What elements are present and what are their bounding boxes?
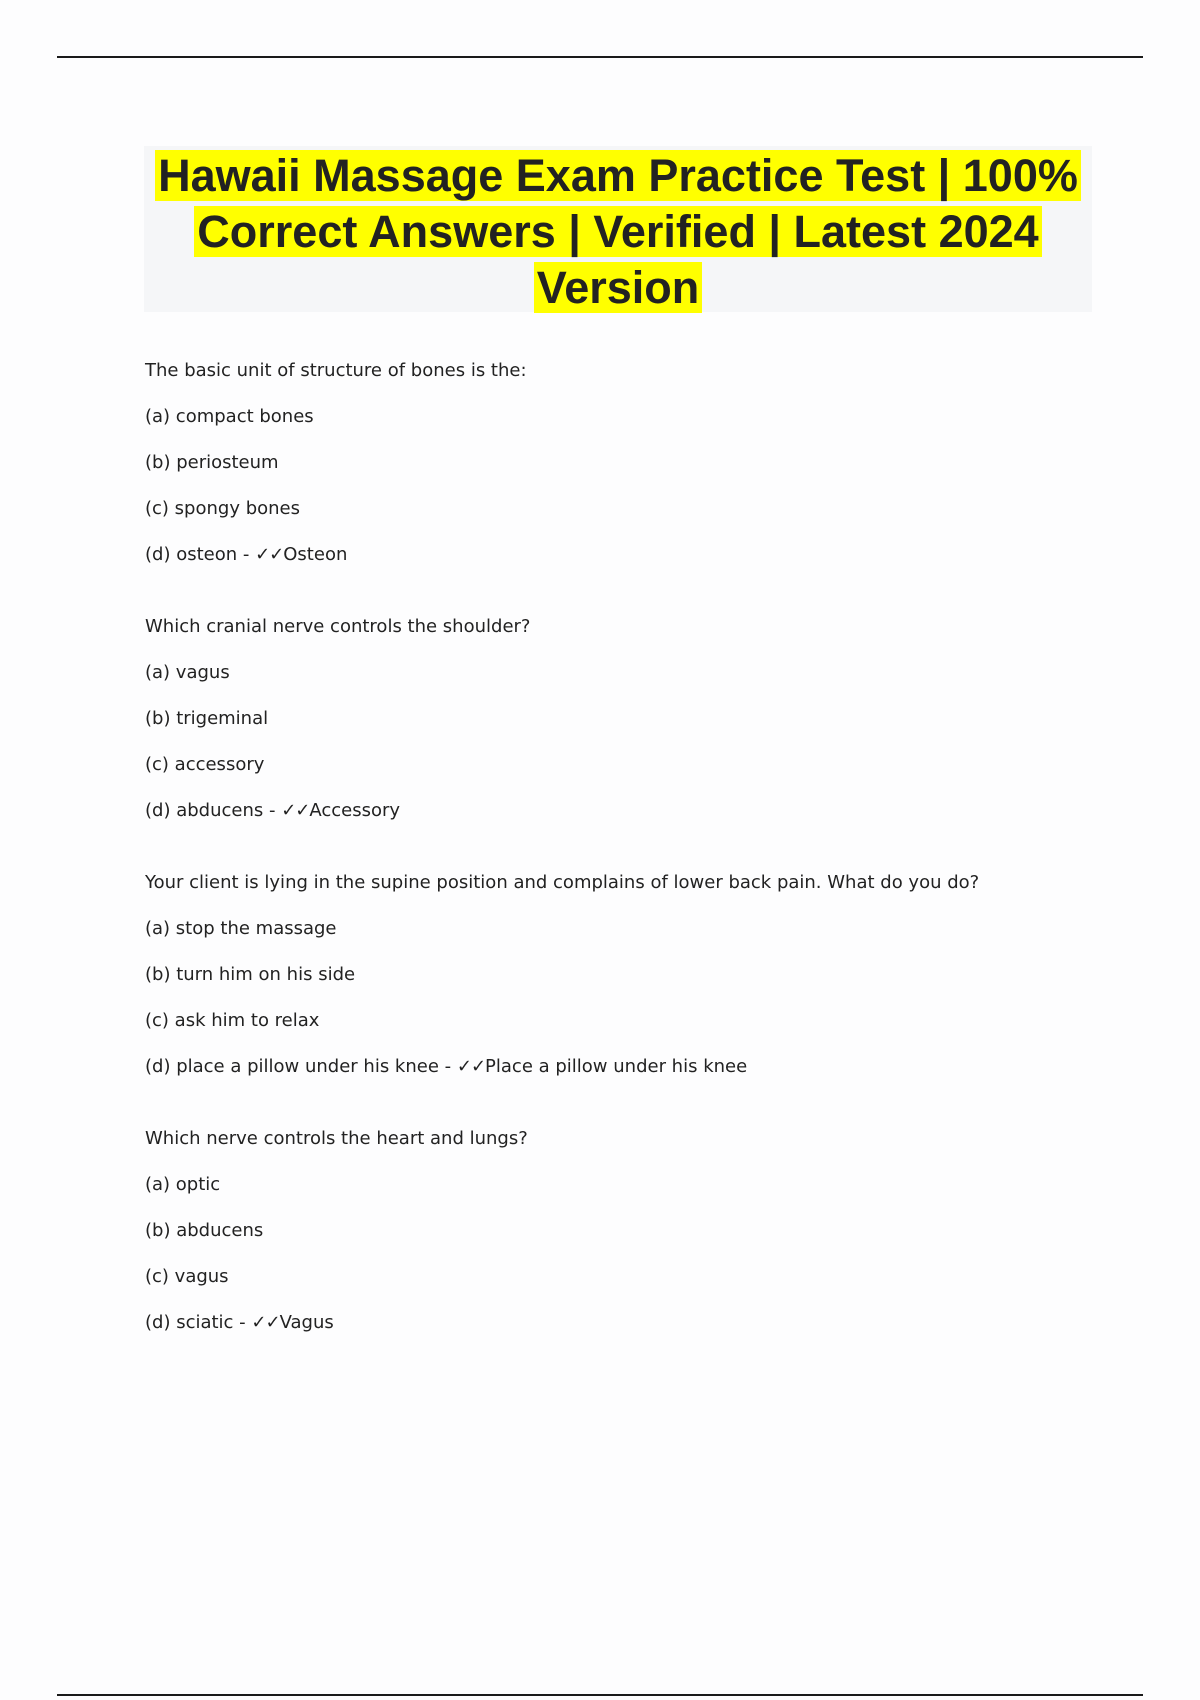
bottom-rule xyxy=(57,1694,1143,1696)
question-block xyxy=(145,613,1145,825)
answer-separator: - xyxy=(263,800,282,821)
option-d-with-answer xyxy=(145,1053,1145,1081)
option-d: (d) osteon xyxy=(145,544,238,565)
option-c: (c) spongy bones xyxy=(145,498,300,519)
option-d: (d) abducens xyxy=(145,800,264,821)
question-block xyxy=(145,357,1145,569)
question-text: Which nerve controls the heart and lungs? xyxy=(145,1128,528,1149)
question-text: Your client is lying in the supine position and complains of lower back pain. What do you do? xyxy=(145,872,980,893)
title-highlight: Hawaii Massage Exam Practice Test | 100% Correct Answers | Verified | Latest 2024 Version xyxy=(155,150,1081,313)
answer-separator: - xyxy=(233,1312,252,1333)
option-b: (b) periosteum xyxy=(145,452,279,473)
option-d-with-answer xyxy=(145,797,1145,825)
question-block xyxy=(145,869,1145,1081)
check-icon: ✓✓ xyxy=(281,800,310,821)
option-c: (c) vagus xyxy=(145,1266,229,1287)
correct-answer: Accessory xyxy=(309,800,401,821)
top-rule xyxy=(57,56,1143,58)
title-box xyxy=(144,146,1092,312)
option-c: (c) ask him to relax xyxy=(145,1010,320,1031)
check-icon: ✓✓ xyxy=(456,1056,486,1077)
option-d-with-answer xyxy=(145,1309,1145,1337)
correct-answer: Place a pillow under his knee xyxy=(485,1056,748,1077)
option-a: (a) optic xyxy=(145,1174,221,1195)
question-text: The basic unit of structure of bones is the: xyxy=(145,360,527,381)
option-b: (b) abducens xyxy=(145,1220,264,1241)
option-d-with-answer xyxy=(145,541,1145,569)
correct-answer: Vagus xyxy=(279,1312,334,1333)
option-c: (c) accessory xyxy=(145,754,265,775)
option-d: (d) place a pillow under his knee xyxy=(145,1056,439,1077)
correct-answer: Osteon xyxy=(283,544,348,565)
question-list xyxy=(145,357,1145,1381)
option-a: (a) stop the massage xyxy=(145,918,337,939)
option-a: (a) compact bones xyxy=(145,406,314,427)
check-icon: ✓✓ xyxy=(251,1312,280,1333)
question-block xyxy=(145,1125,1145,1337)
option-a: (a) vagus xyxy=(145,662,230,683)
check-icon: ✓✓ xyxy=(255,544,284,565)
document-title xyxy=(144,146,1092,316)
option-b: (b) trigeminal xyxy=(145,708,269,729)
answer-separator: - xyxy=(438,1056,457,1077)
option-d: (d) sciatic xyxy=(145,1312,234,1333)
question-text: Which cranial nerve controls the shoulder? xyxy=(145,616,531,637)
answer-separator: - xyxy=(237,544,256,565)
option-b: (b) turn him on his side xyxy=(145,964,356,985)
